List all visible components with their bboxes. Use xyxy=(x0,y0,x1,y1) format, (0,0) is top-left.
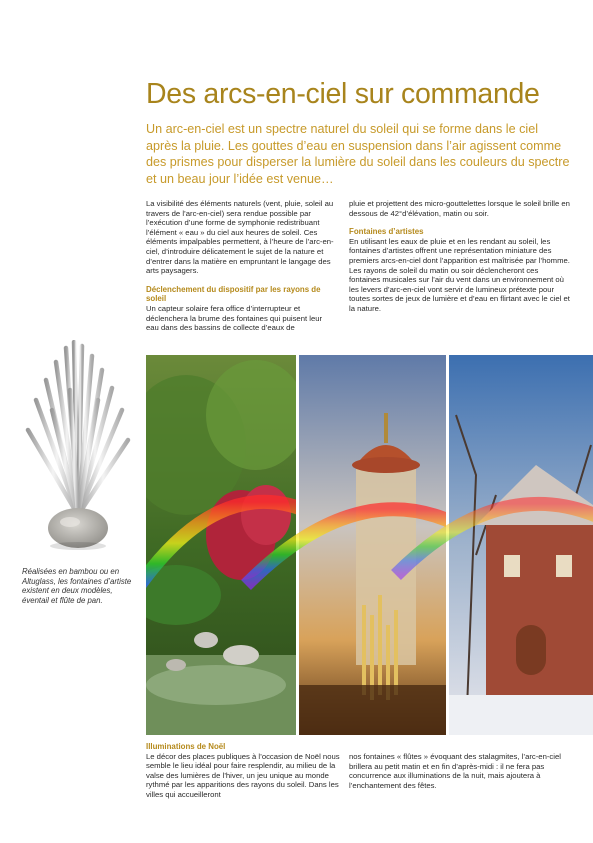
text-column-bottom-right xyxy=(349,752,571,790)
sculpture-caption: Réalisées en bambou ou en Altuglass, les fontaines d’artiste existent en deux modèles, éventail et flûte de pan. xyxy=(22,567,132,605)
heading-noel: Illuminations de Noël xyxy=(146,742,226,751)
paragraph-stalagmites: nos fontaines « flûtes » évoquant des stalagmites, l’arc-en-ciel brillera au petit matin et en fin d’après-midi : il ne fera pas concurrence aux illuminations de la nuit, mais ajoutera à l’enchantement des fêtes. xyxy=(349,752,561,790)
paragraph-capteur: Un capteur solaire fera office d’interrupteur et déclenchera la brume des fontaines qui puisent leur eau dans des bassins de collecte d’eaux de xyxy=(146,303,323,333)
text-column-bottom-left xyxy=(146,742,340,800)
photo-strip xyxy=(146,355,593,735)
heading-declenchement: Déclenchement du dispositif par les rayons de soleil xyxy=(146,284,321,304)
text-column-left xyxy=(146,199,336,333)
text-column-right xyxy=(349,199,571,314)
paragraph-pluie: pluie et projettent des micro-gouttelettes lorsque le soleil brille en dessous de 42°d’élévation, matin ou soir. xyxy=(349,199,570,218)
page-title: Des arcs-en-ciel sur commande xyxy=(146,78,540,110)
paragraph-intro: La visibilité des éléments naturels (vent, pluie, soleil au travers de l’arc-en-ciel) sera rendue possible par l’exécution d’une forme de symphonie redistribuant l’élément « eau » du ciel aux heures de soleil. Ces éléments impalpables permettent, à l’heure de l’arc-en-ciel, d’introduire délicatement le sujet de la nature et d’entrer dans la matière en empruntant le langage des arts paysagers. xyxy=(146,199,334,276)
intro-lead: Un arc-en-ciel est un spectre naturel du soleil qui se forme dans le ciel après la pluie. Les gouttes d’eau en suspension dans l’air agissent comme des prismes pour disperser la lumière du soleil dans les couleurs du spectre et un beau jour l’idée est venue… xyxy=(146,122,570,186)
paragraph-noel: Le décor des places publiques à l’occasion de Noël nous semble le lieu idéal pour faire resplendir, au milieu de la valse des lumières de l’hiver, un jeu unique au monde rythmé par les apparitions des rayons du soleil. Dans les villes qui accueilleront xyxy=(146,751,340,799)
heading-fontaines: Fontaines d’artistes xyxy=(349,227,424,237)
bamboo-fountain-illustration xyxy=(22,340,134,555)
paragraph-fontaines: En utilisant les eaux de pluie et en les rendant au soleil, les fontaines d’artistes offrent une représentation miniature des premiers arcs-en-ciel dont l’apparition est maîtrisée par l’homme. Les rayons de soleil du matin ou soir déclencheront ces fontaines musicales sur l’air du vent dans un environnement où les levers d’arc-en-ciel vont servir de lumineux prétexte pour toutes sortes de jeux de lumière et d’eau en flirtant avec le ciel et la nature. xyxy=(349,236,570,313)
